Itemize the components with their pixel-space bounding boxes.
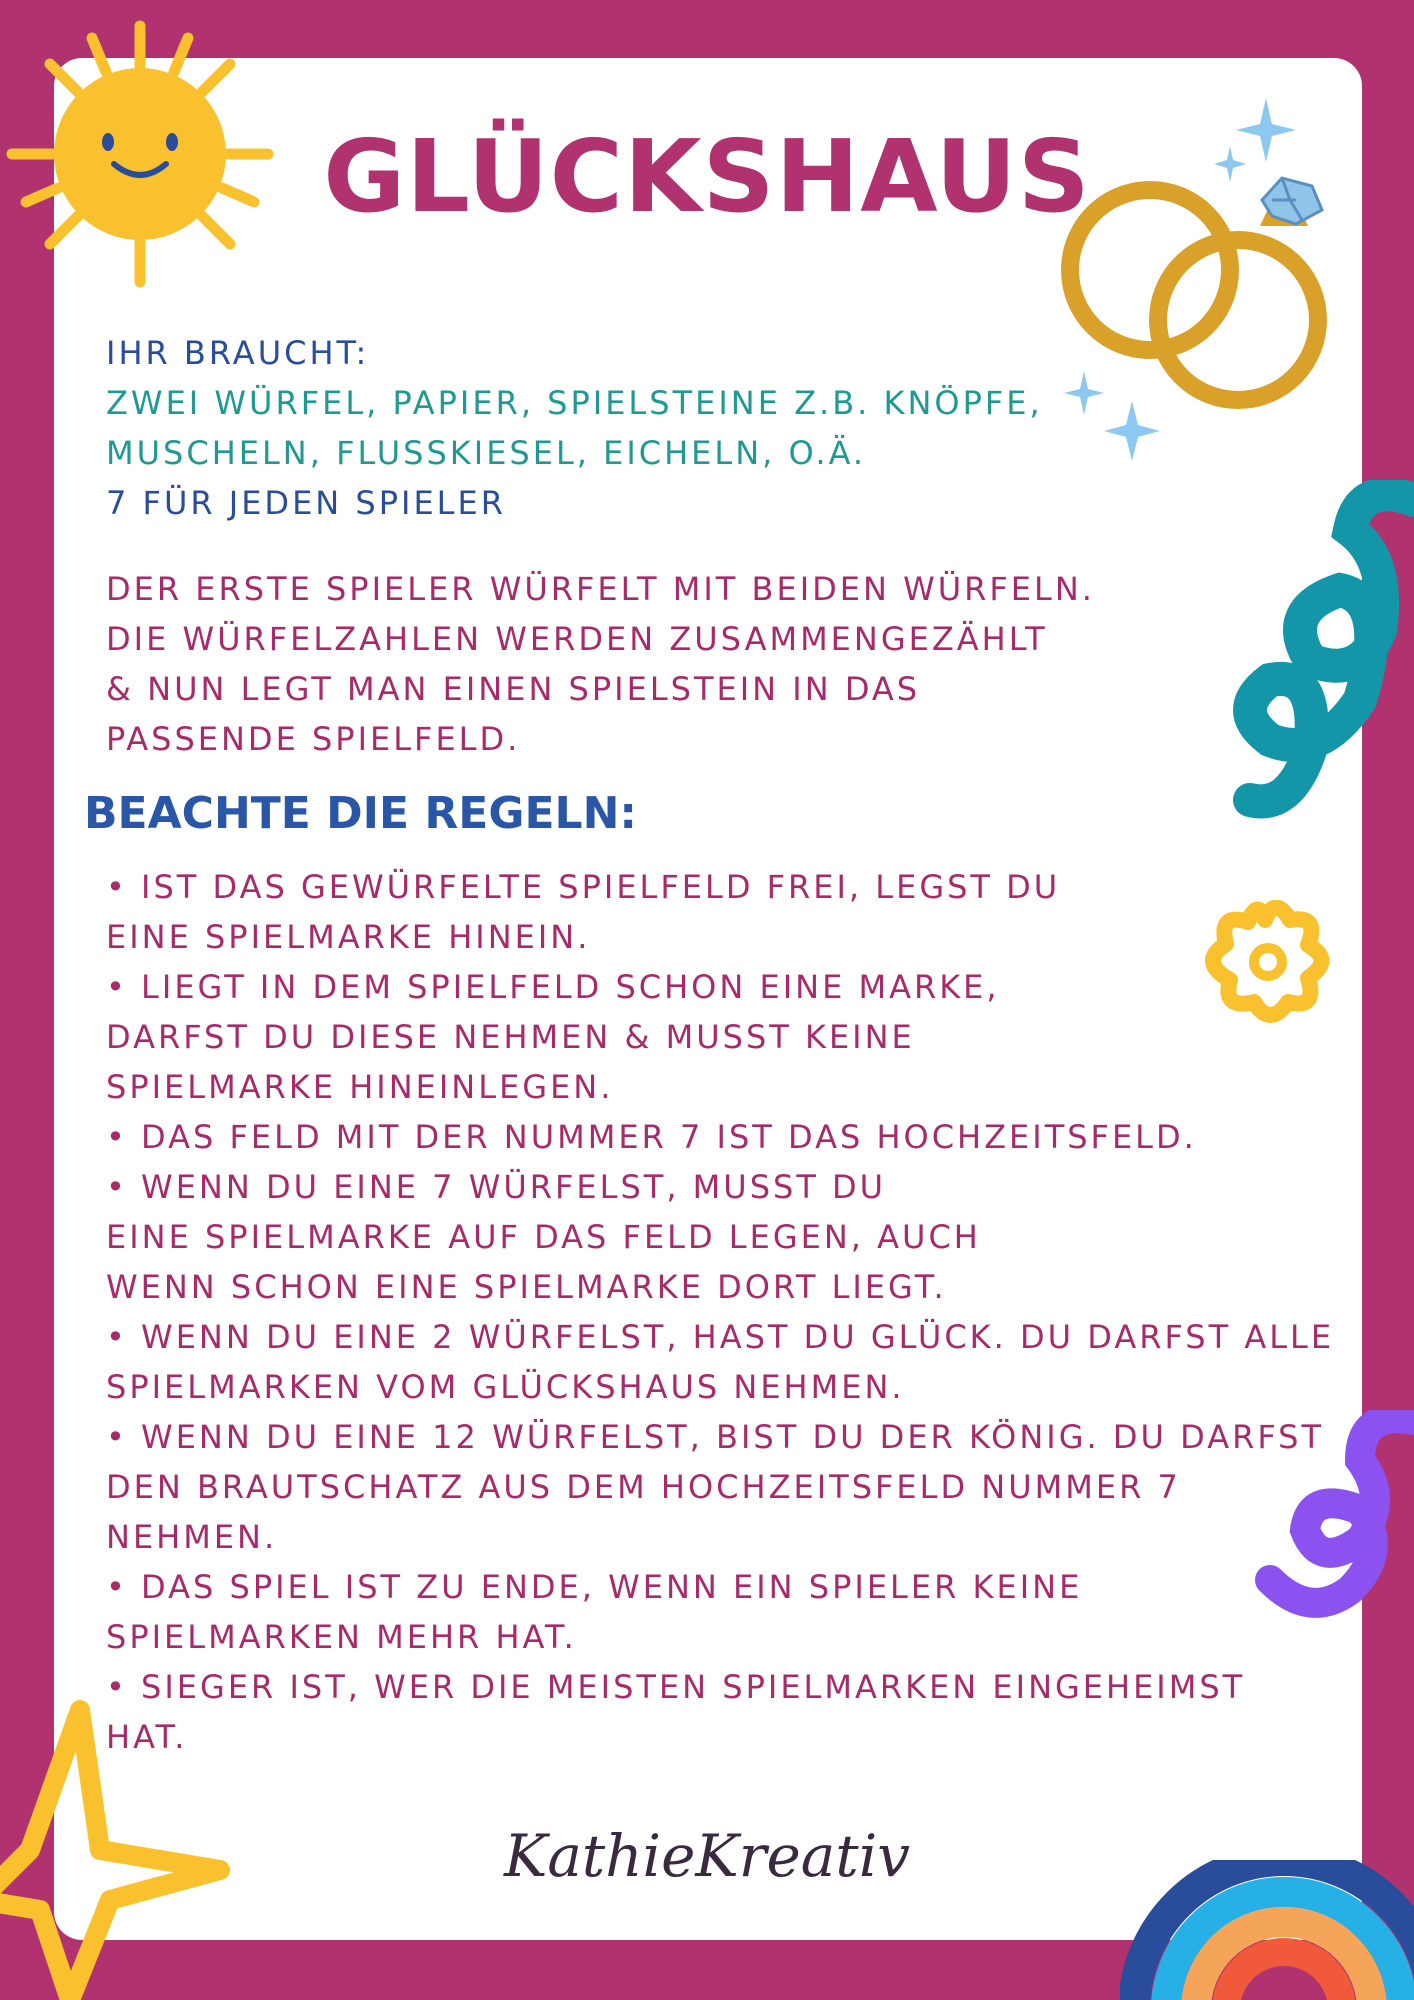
flower-icon <box>1190 900 1340 1030</box>
rule-line: • IST DAS GEWÜRFELTE SPIELFELD FREI, LEGST DU <box>106 868 1061 906</box>
sparkle-icon <box>1060 365 1170 465</box>
rule-line: EINE SPIELMARKE AUF DAS FELD LEGEN, AUCH <box>106 1218 981 1256</box>
intro-line: & NUN LEGT MAN EINEN SPIELSTEIN IN DAS <box>106 670 921 708</box>
rule-line: WENN SCHON EINE SPIELMARKE DORT LIEGT. <box>106 1268 947 1306</box>
rule-line: • SIEGER IST, WER DIE MEISTEN SPIELMARKEN EINGEHEIMST <box>106 1668 1246 1706</box>
materials-line: 7 FÜR JEDEN SPIELER <box>106 484 506 522</box>
rule-line: SPIELMARKE HINEINLEGEN. <box>106 1068 614 1106</box>
materials-heading: IHR BRAUCHT: <box>106 334 370 372</box>
rule-line: SPIELMARKEN VOM GLÜCKSHAUS NEHMEN. <box>106 1368 905 1406</box>
intro-line: DIE WÜRFELZAHLEN WERDEN ZUSAMMENGEZÄHLT <box>106 620 1048 658</box>
rule-line: • WENN DU EINE 12 WÜRFELST, BIST DU DER KÖNIG. DU DARFST <box>106 1418 1325 1456</box>
rule-line: • DAS SPIEL IST ZU ENDE, WENN EIN SPIELER KEINE <box>106 1568 1083 1606</box>
rule-line: • DAS FELD MIT DER NUMMER 7 IST DAS HOCHZEITSFELD. <box>106 1118 1197 1156</box>
intro-line: DER ERSTE SPIELER WÜRFELT MIT BEIDEN WÜRFELN. <box>106 570 1095 608</box>
intro-line: PASSENDE SPIELFELD. <box>106 720 521 758</box>
rule-line: EINE SPIELMARKE HINEIN. <box>106 918 591 956</box>
rule-line: • LIEGT IN DEM SPIELFELD SCHON EINE MARKE, <box>106 968 1000 1006</box>
swirl-icon <box>1160 480 1414 820</box>
rule-line: NEHMEN. <box>106 1518 278 1556</box>
rule-line: • WENN DU EINE 2 WÜRFELST, HAST DU GLÜCK. DU DARFST ALLE <box>106 1318 1335 1356</box>
materials-line: MUSCHELN, FLUSSKIESEL, EICHELN, O.Ä. <box>106 434 867 472</box>
rules-heading: BEACHTE DIE REGELN: <box>84 788 637 839</box>
materials-line: ZWEI WÜRFEL, PAPIER, SPIELSTEINE Z.B. KNÖPFE, <box>106 384 1043 422</box>
rule-line: • WENN DU EINE 7 WÜRFELST, MUSST DU <box>106 1168 887 1206</box>
rule-line: HAT. <box>106 1718 188 1756</box>
rule-line: SPIELMARKEN MEHR HAT. <box>106 1618 577 1656</box>
rule-line: DARFST DU DIESE NEHMEN & MUSST KEINE <box>106 1018 915 1056</box>
page-title: GLÜCKSHAUS <box>323 118 1091 235</box>
signature: KathieKreativ <box>503 1822 911 1890</box>
rule-line: DEN BRAUTSCHATZ AUS DEM HOCHZEITSFELD NUMMER 7 <box>106 1468 1181 1506</box>
